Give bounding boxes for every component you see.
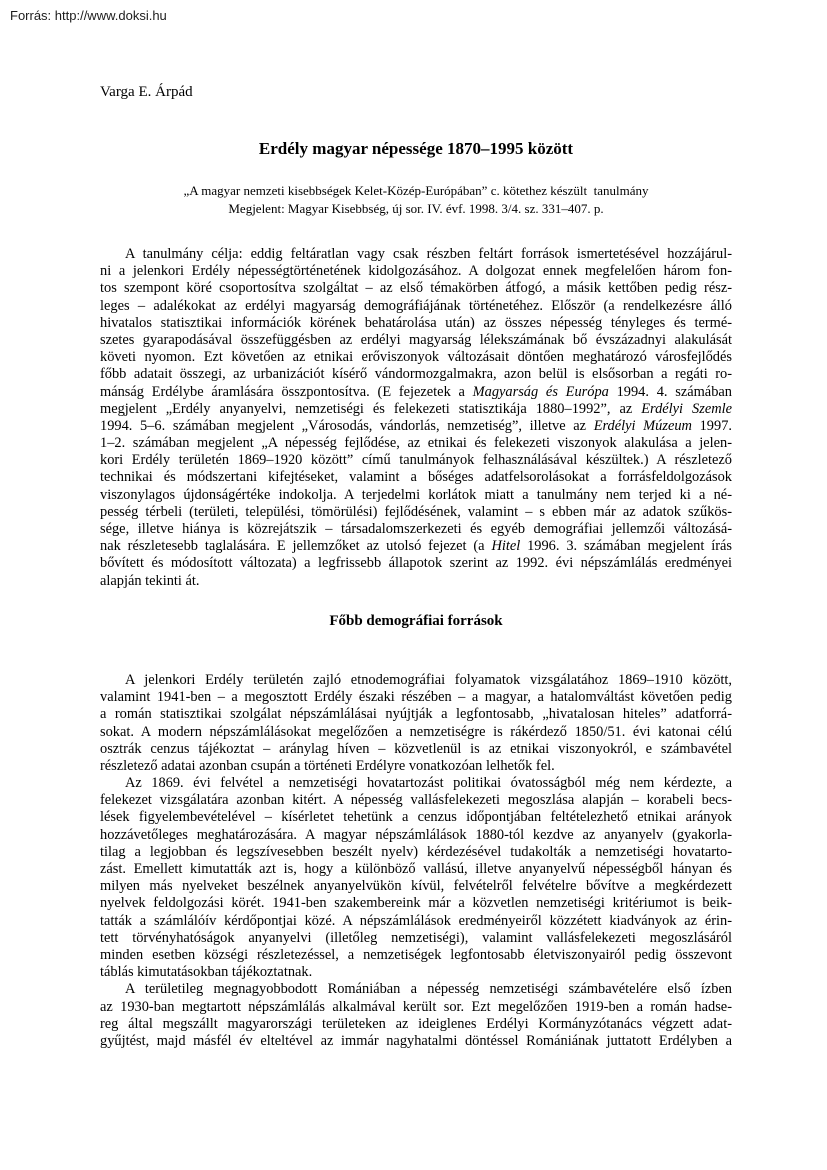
- document-title: Erdély magyar népessége 1870–1995 között: [258, 139, 574, 158]
- text-line: technikai és módszertani kifejtéseket, valamint a bőséges adatfelsorolásokat a forrásfeldolgozások: [100, 469, 732, 486]
- text-line: szetes gyarapodásával összefüggésben az erdélyi magyarság lélekszámának bő évszázadnyi alakulását: [100, 331, 732, 348]
- title-block: [100, 139, 732, 217]
- text-line: kori Erdély területén 1869–1920 között” című tanulmányok felhasználásával készültek.) A részletező: [100, 452, 732, 469]
- text-line: osztrák cenzus tájékoztat – aránylag híven – közvetlenül is az etnikai viszonyokról, e számbavétel: [100, 740, 732, 757]
- text-line: tilag a legjobban és legszívesebben beszélt nyelv) kérdezésével tudakolták a nemzetiségi hovatarto-: [100, 843, 732, 860]
- text-line: ni a jelenkori Erdély népességtörténetének kidolgozásához. A dolgozat ennek megfelelően három fon-: [100, 263, 732, 280]
- text-line: A területileg megnagyobbodott Romániában a népesség nemzetiségi számbavételére első ízben: [125, 981, 732, 998]
- text-line: reg által megszállt magyarországi területeken az ideiglenes Erdélyi Kormányzótanács végzett adat-: [100, 1015, 732, 1032]
- text-line: Az 1869. évi felvétel a nemzetiségi hovatartozást politikai óvatosságból még nem kérdezte, a: [125, 775, 732, 792]
- text-line: követi nyomon. Ezt követően az etnikai erőviszonyok változásait döntően meghatározó városfejlődés: [100, 349, 732, 366]
- text-line: hozzávetőleges meghatározására. A magyar népszámlálások 1880-tól kezdve az anyanyelv (gyakorla-: [100, 826, 732, 843]
- intro-paragraphs: [100, 246, 732, 590]
- text-line: mánság Erdélybe áramlására összpontosítva. (E fejezetek a Magyarság és Európa 1994. 4. számában: [100, 383, 732, 400]
- text-line: 1994. 5–6. számában megjelent „Városodás, vándorlás, nemzetiség”, illetve az Erdélyi Múzeum 1997.: [100, 417, 732, 434]
- text-line: megjelent „Erdély anyanyelvi, nemzetiségi és felekezeti statisztikája 1880–1992”, az Erdélyi Szemle: [100, 400, 732, 417]
- subtitle-line-1: „A magyar nemzeti kisebbségek Kelet-Közép-Európában” c. kötethez készült tanulmány: [183, 183, 649, 198]
- subtitle-line-2: Megjelent: Magyar Kisebbség, új sor. IV. évf. 1998. 3/4. sz. 331–407. p.: [228, 200, 604, 216]
- text-line: viszonylagos újdonságértéke indokolja. A terjedelmi korlátok miatt a tanulmány nem terjed ki a né-: [100, 486, 732, 503]
- text-line: bővített és módosított változata) a legfrissebb állapotok szerint az 1992. évi népszámlálás eredményei: [100, 555, 732, 572]
- text-line: tett törvényhatóságok anyanyelvi (illetőleg nemzetiségi), valamint vallásfelekezeti megoszlásáról: [100, 929, 732, 946]
- text-line: hivatalos statisztikai információk körének behatárolása után) az összes népesség tényleges és termé-: [100, 314, 732, 331]
- paragraph: [100, 246, 732, 590]
- text-line: leges – adalékokat az erdélyi magyarság demográfiájának történetéhez. Először (a rendelkezésre álló: [100, 297, 732, 314]
- body-text: [100, 246, 732, 1050]
- text-line: A jelenkori Erdély területén zajló etnodemográfiai folyamatok vizsgálatához 1869–1910 között,: [125, 671, 732, 688]
- paragraph: [100, 775, 732, 981]
- text-line: 1–2. számában megjelent „A népesség fejlődése, az etnikai és felekezeti viszonyok alakulása a jelen-: [100, 435, 732, 452]
- text-line: gyűjtést, majd másfél év elteltével az immár nagyhatalmi döntéssel Romániának juttatott Erdélyben a: [100, 1032, 732, 1049]
- text-line: sége, illetve hiánya is közrejátszik – társadalomszerkezeti és egyéb demográfiai jellemzői változásá-: [100, 521, 732, 537]
- author-name: Varga E. Árpád: [100, 84, 193, 100]
- text-line: pesség térbeli (területi, települési, tömörülési) fejlődésének, valamint – s ebben már az adatok szűkös-: [100, 503, 732, 520]
- paragraph: [100, 981, 732, 1050]
- text-line: alapján tekinti át.: [100, 572, 200, 589]
- source-url-header: Forrás: http://www.doksi.hu: [10, 8, 167, 23]
- text-line: részletező adatai azonban csupán a történeti Erdélyre vonatkozóan lelhetők fel.: [100, 757, 555, 774]
- text-line: főbb adatait összegi, az urbanizációt kísérő vándormozgalmakra, azon belül is elsősorban a regáti ro-: [100, 366, 732, 383]
- text-line: minden esetben községi részletezéssel, a nemzetiségek legfontosabb életviszonyairól pedig összevont: [100, 946, 732, 963]
- text-line: valamint 1941-ben – a megosztott Erdély északi részében – a magyar, a hatalomváltást követően pedig: [100, 689, 732, 706]
- text-line: lések figyelembevételével – kísérletet tehetünk a cenzus időpontjában feltételezhető etnikai arányok: [100, 809, 732, 826]
- text-line: zást. Emellett kimutatták azt is, hogy a különböző vallású, illetve anyanyelvű népességből hányan és: [100, 861, 732, 878]
- text-line: nyelvek feldolgozási körét. 1941-ben szakembereink már a közvetlen nemzetiségi kritériumot is beik-: [100, 895, 732, 912]
- section-heading: Főbb demográfiai források: [329, 612, 503, 629]
- text-line: nak részletesebb taglalására. E jellemzőket az utolsó fejezet (a Hitel 1996. 3. számában megjelent írás: [100, 538, 732, 555]
- text-line: A tanulmány célja: eddig feltáratlan vagy csak részben feltárt források ismertetésével hozzájárul-: [125, 246, 732, 262]
- text-line: sokat. A modern népszámlálásokat megelőzően a nemzetiségre is rákérdező 1850/51. évi katonai célú: [100, 723, 732, 740]
- text-line: táblás kimutatásokban tájékoztatnak.: [100, 964, 313, 981]
- text-line: felekezet vizsgálatára azonban kitért. A népesség vallásfelekezeti megoszlása alapján – korabeli becs-: [100, 792, 732, 809]
- paragraph: [100, 672, 732, 775]
- text-line: tatták a számlálóív kérdőpontjai közé. A népszámlálások eredményeiről közzétett kiadványok az érin-: [100, 912, 732, 929]
- text-line: tos szempont köré csoportosítva szolgáltat – az első témakörben átfogó, a másik kettőben pedig rész-: [100, 280, 732, 297]
- text-line: a román statisztikai szolgálat népszámlálásai nyújtják a legfontosabb, „hivatalosan hiteles” adatforrá-: [100, 706, 732, 723]
- text-line: az 1930-ban megtartott népszámlálás alkalmával került sor. Ezt megelőzően 1919-ben a román hadse-: [100, 998, 732, 1015]
- body-paragraphs: [100, 672, 732, 1050]
- text-line: milyen más nyelveket beszélnek anyanyelvükön kívül, felvételről felvételre bővítve a megkérdezett: [100, 878, 732, 895]
